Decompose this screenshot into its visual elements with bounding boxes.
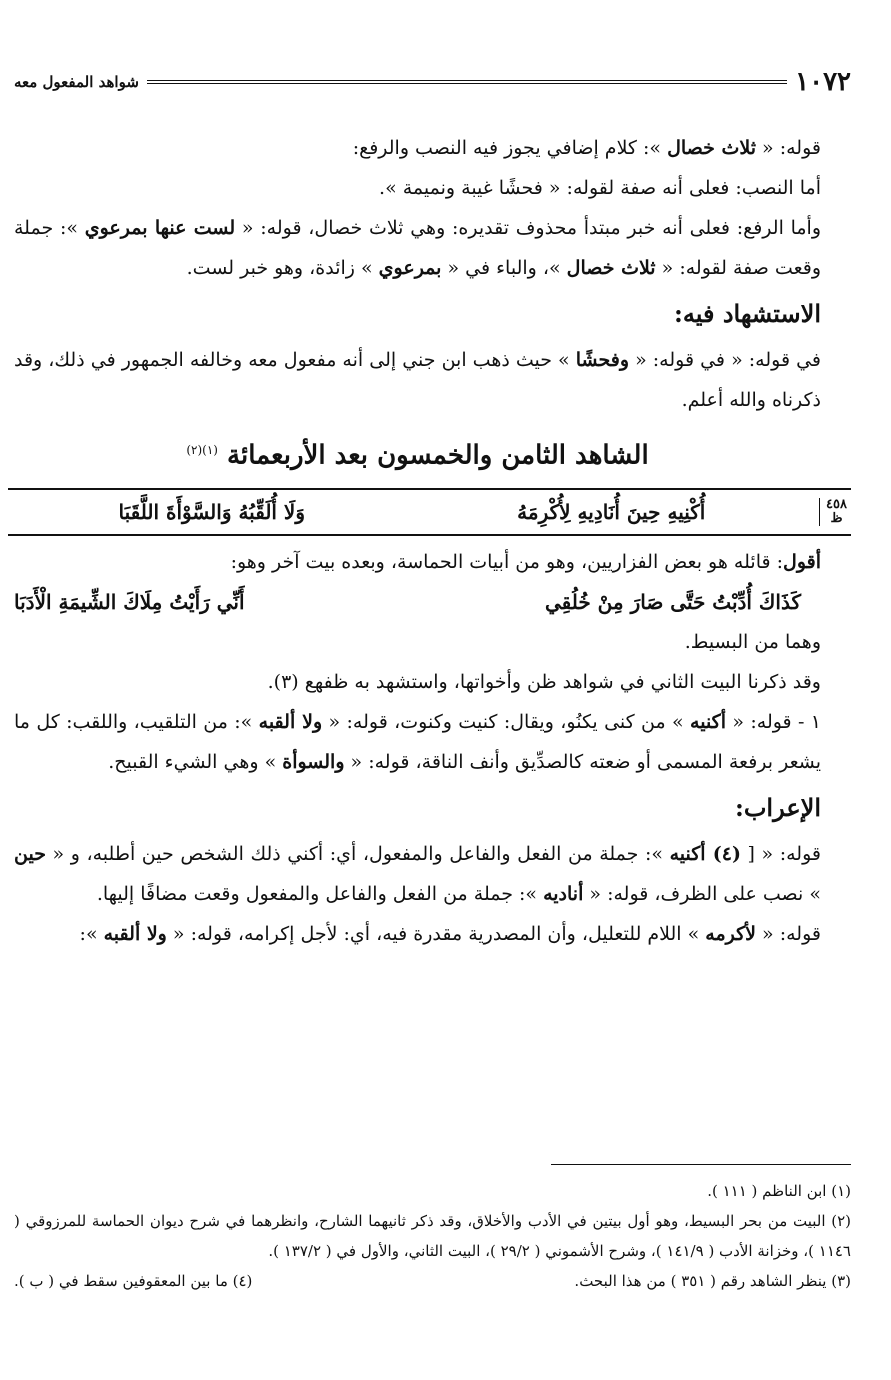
verse-number: ٤٥٨ ظ [819,498,847,526]
footnotes [14,1176,851,1296]
footnote-row [14,1266,851,1296]
paragraph: قوله: « [ (٤) أكنيه »: جملة من الفعل والفاعل والمفعول، أي: أكني ذلك الشخص حين أطلبه، و « حين » نصب على الظرف، قوله: « أناديه »: جملة من الفعل والفاعل والمفعول وقعت مضافًا إليها. [14,842,821,905]
verse-hemistich-2: وَلَا أُلَقِّبُهُ وَالسَّوْأَةَ اللَّقَبَا [118,499,305,524]
shahid-title: الشاهد الثامن والخمسون بعد الأربعمائة $^{(١)(٢)}$ [186,440,649,471]
paragraph: ١ - قوله: « أكنيه » من كنى يكنُو، ويقال: كنيت وكنوت، قوله: « ولا ألقبه »: من التلقيب، واللقب: كل ما يشعر برفعة المسمى أو ضعته كالصدِّيق وأنف الناقة، قوله: « والسوأة » وهي الشيء القبيح. [14,710,821,773]
footnote-ref: (١)(٢) [186,443,218,457]
paragraph: قوله: « ثلاث خصال »: كلام إضافي يجوز فيه النصب والرفع: [352,137,821,159]
verse-box [8,488,851,536]
poem-hemistich-1: كَذَاكَ أُدِّبْتُ حَتَّى صَارَ مِنْ خُلُقِي [544,589,801,614]
header-rule [147,80,787,84]
poem-line [14,582,821,622]
page-header [14,62,851,102]
paragraph: أما النصب: فعلى أنه صفة لقوله: « فحشًا غيبة ونميمة ». [379,177,821,199]
poem-hemistich-2: أَنِّي رَأَيْتُ مِلَاكَ الشِّيمَةِ الْأَدَبَا [14,589,245,614]
paragraph: في قوله: « في قوله: « وفحشًا » حيث ذهب ابن جني إلى أنه مفعول معه وخالفه الجمهور في ذلك، وقد ذكرناه والله أعلم. [14,349,822,411]
verse-hemistich-1: أُكْنِيهِ حِينَ أُنَادِيهِ لِأُكْرِمَهُ [517,499,706,524]
running-title: شواهد المفعول معه [14,73,139,91]
paragraph: وهما من البسيط. [684,630,821,653]
footnote: (٣) ينظر الشاهد رقم ( ٣٥١ ) من هذا البحث. [574,1272,851,1290]
footnote-rule [551,1164,851,1165]
section-title: الاستشهاد فيه: [674,299,821,328]
page-number: ١٠٧٢ [795,67,851,97]
paragraph: أقول: قائله هو بعض الفزاريين، وهو من أبيات الحماسة، وبعده بيت آخر وهو: [230,550,821,573]
main-text [14,128,847,954]
footnote: (١) ابن الناظم ( ١١١ ). [707,1182,851,1200]
section-title: الإعراب: [734,792,821,822]
footnote: (٤) ما بين المعقوفين سقط في ( ب ). [14,1272,253,1290]
paragraph: وأما الرفع: فعلى أنه خبر مبتدأ محذوف تقديره: وهي ثلاث خصال، قوله: « لست عنها بمرعوي »: جملة وقعت صفة لقوله: « ثلاث خصال »، والباء في « بمرعوي » زائدة، وهو خبر لست. [14,217,822,279]
paragraph: وقد ذكرنا البيت الثاني في شواهد ظن وأخواتها، واستشهد به ظفهع (٣). [267,670,821,693]
footnote: (٢) البيت من بحر البسيط، وهو أول بيتين في الأدب والأخلاق، وقد ذكر ثانيهما الشارح، وانظرهما في شرح ديوان الحماسة للمرزوقي ( ١١٤٦ )، وخزانة الأدب ( ١٤١/٩ )، وشرح الأشموني ( ٢٩/٢ )، البيت الثاني، والأول في ( ١٣٧/٢ ). [14,1212,851,1260]
paragraph: قوله: « لأكرمه » اللام للتعليل، وأن المصدرية مقدرة فيه، أي: لأجل إكرامه، قوله: « ولا ألقبه »: [79,922,821,945]
